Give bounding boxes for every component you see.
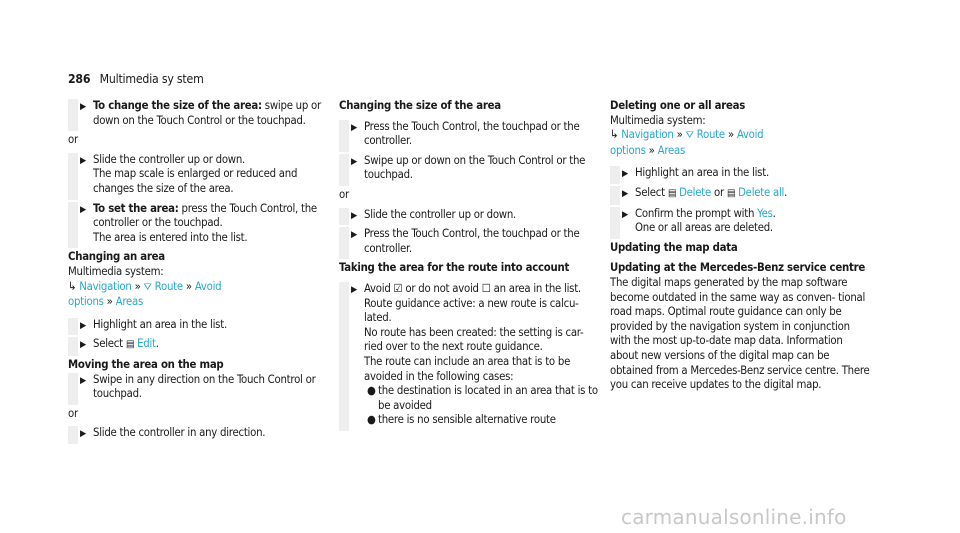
step-arrow-icon: ▶	[80, 155, 86, 166]
step-arrow-icon: ▶	[80, 102, 86, 112]
menu-list-icon: ▤	[726, 187, 736, 199]
step-arrow-icon: ▶	[351, 156, 357, 167]
step-bar	[68, 426, 78, 444]
column-2	[339, 99, 601, 433]
chevron-icon: »	[676, 128, 683, 142]
heading: Changing an area	[68, 250, 165, 264]
step-bar	[339, 154, 349, 186]
step: ▶ Select ▤ Delete or ▤ Delete all.	[610, 186, 872, 202]
step-arrow-icon: ▶	[622, 169, 628, 180]
step: ▶ To change the size of the area: swipe up or down on the Touch Control or the touchpad.	[68, 99, 330, 128]
step-bar	[68, 373, 78, 405]
step-bar	[339, 208, 349, 226]
route-icon: ⛛	[143, 281, 152, 293]
bullet-icon: ●	[367, 413, 376, 427]
step-arrow-icon: ▶	[80, 429, 86, 440]
step-bar	[610, 166, 620, 184]
step: ▶ Press the Touch Control, the touchpad or the controller.	[339, 227, 601, 256]
chevron-icon: »	[727, 128, 734, 142]
step: ▶ Press the Touch Control, the touchpad or the controller.	[339, 120, 601, 149]
or-text: or	[68, 406, 78, 420]
column-3: Deleting one or all areas Multimedia system: ↳ Navigation » ⛛ Route » Avoid options » Areas ▶ Highlight an area in the list. ▶ Select ▤ Delete or ▤ Delete all. ▶ Confirm the prompt with Yes. One or all areas are deleted. Updating the map data Updating at the Mercedes-Benz service centre The digital maps generated by the map software become outdated in the same way as conven- tional road maps. Optimal route guidance can only be provided by the navigation system in conjunction with the most up-to-date map data. Information about new versions of the digital map can be obtained from a Mercedes-Benz service centre. There you can receive updates to the digital map.	[610, 99, 872, 393]
step: ▶ Confirm the prompt with Yes. One or all areas are deleted.	[610, 207, 872, 236]
step: ▶ Swipe up or down on the Touch Control or the touchpad.	[339, 154, 601, 183]
step-bar	[68, 337, 78, 356]
step-arrow-icon: ▶	[622, 188, 628, 199]
step: ▶ Select ▤ Edit.	[68, 337, 330, 353]
route-icon: ⛛	[685, 130, 694, 142]
step: ▶ Slide the controller in any direction.	[68, 426, 330, 441]
list-item: ● there is no sensible alternative route	[367, 413, 556, 427]
checkbox-checked-icon: ☑	[393, 281, 403, 295]
step-arrow-icon: ▶	[80, 375, 86, 386]
menu-list-icon: ▤	[667, 187, 677, 199]
menu-list-icon: ▤	[125, 339, 135, 351]
menu-path: ↳ Navigation » ⛛ Route » Avoid options » Areas	[610, 128, 764, 157]
step-arrow-icon: ▶	[80, 340, 86, 351]
step-arrow-icon: ▶	[351, 210, 357, 221]
paragraph: The digital maps generated by the map software become outdated in the same way as conven- tional road maps. Optimal route guidance can only be provided by the navigation system in conjunction with the most up-to-date map data. Information about new versions of the digital map can be obtained from a Mercedes-Benz service centre. There you can receive updates to the digital map.	[610, 275, 870, 392]
step-bar	[339, 120, 349, 152]
subheading: Updating at the Mercedes-Benz service centre	[610, 261, 865, 275]
bullet-icon: ●	[367, 384, 376, 398]
menu-path: ↳ Navigation » ⛛ Route » Avoid options » Areas	[68, 279, 222, 309]
step-arrow-icon: ▶	[351, 230, 357, 241]
step: ▶ Slide the controller up or down.	[339, 208, 601, 223]
page-header	[68, 72, 204, 86]
chevron-icon: »	[106, 295, 113, 309]
step: ▶ Highlight an area in the list.	[68, 318, 330, 333]
step-bar	[339, 227, 349, 259]
step-bar	[68, 318, 78, 336]
heading: Moving the area on the map	[68, 357, 224, 371]
step-arrow-icon: ▶	[351, 284, 357, 295]
page-number: 286	[68, 72, 91, 86]
step-arrow-icon: ▶	[622, 209, 628, 220]
step-arrow-icon: ▶	[351, 122, 357, 133]
heading: Taking the area for the route into account	[339, 261, 570, 275]
chevron-icon: »	[648, 143, 655, 157]
step-bar	[610, 186, 620, 205]
or-text: or	[339, 187, 349, 201]
or-text: or	[68, 133, 78, 147]
step-bar	[68, 153, 78, 200]
step-bar	[68, 202, 78, 249]
step-bar	[68, 99, 78, 131]
step-bar	[339, 282, 349, 431]
step-arrow-icon: ▶	[80, 204, 86, 215]
column-1: ▶ To change the size of the area: swipe up or down on the Touch Control or the touchpad. or ▶ Slide the controller up or down. The map scale is enlarged or reduced and changes the size of the area. ▶ To set the area: press the Touch Control, the controller or the touchpad. The area is entered into the list. Changing an area Multimedia system: ↳ Navigation » ⛛ Route » Avoid options » Areas ▶ Highlight an area in the list. ▶ Select ▤ Edit. Moving the area on the map ▶ Swipe in any direction on the Touch Control or touchpad. or ▶ Slide the controller in any direction.	[68, 99, 330, 446]
heading: Changing the size of the area	[339, 99, 501, 112]
heading: Deleting one or all areas	[610, 99, 746, 112]
return-arrow-icon: ↳	[610, 128, 619, 142]
watermark: carmanualsonline.info	[621, 505, 847, 529]
list-item: ● the destination is located in an area that is to be avoided	[367, 384, 598, 412]
return-arrow-icon: ↳	[68, 279, 77, 293]
checkbox-empty-icon: ☐	[481, 281, 491, 295]
chevron-icon: »	[134, 279, 141, 293]
step: ▶ Swipe in any direction on the Touch Control or touchpad.	[68, 373, 330, 402]
heading: Updating the map data	[610, 240, 738, 254]
step: ▶ Highlight an area in the list.	[610, 166, 872, 181]
chevron-icon: »	[185, 279, 192, 293]
step-arrow-icon: ▶	[80, 320, 86, 331]
step-bar	[610, 207, 620, 239]
step: ▶ Avoid ☑ or do not avoid ☐ an area in the list. Route guidance active: a new route is calcu- lated. No route has been created: the setting is car- ried over to the next route guidance. The route can include an area that is to be avoided in the following cases: ● the destination is located in an area that is to be avoided ● there is no sensible alternative route	[339, 282, 601, 428]
step: ▶ To set the area: press the Touch Control, the controller or the touchpad. The area is entered into the list.	[68, 202, 330, 246]
section-title: Multimedia sy stem	[99, 72, 204, 86]
step: ▶ Slide the controller up or down. The map scale is enlarged or reduced and changes the size of the area.	[68, 153, 330, 197]
